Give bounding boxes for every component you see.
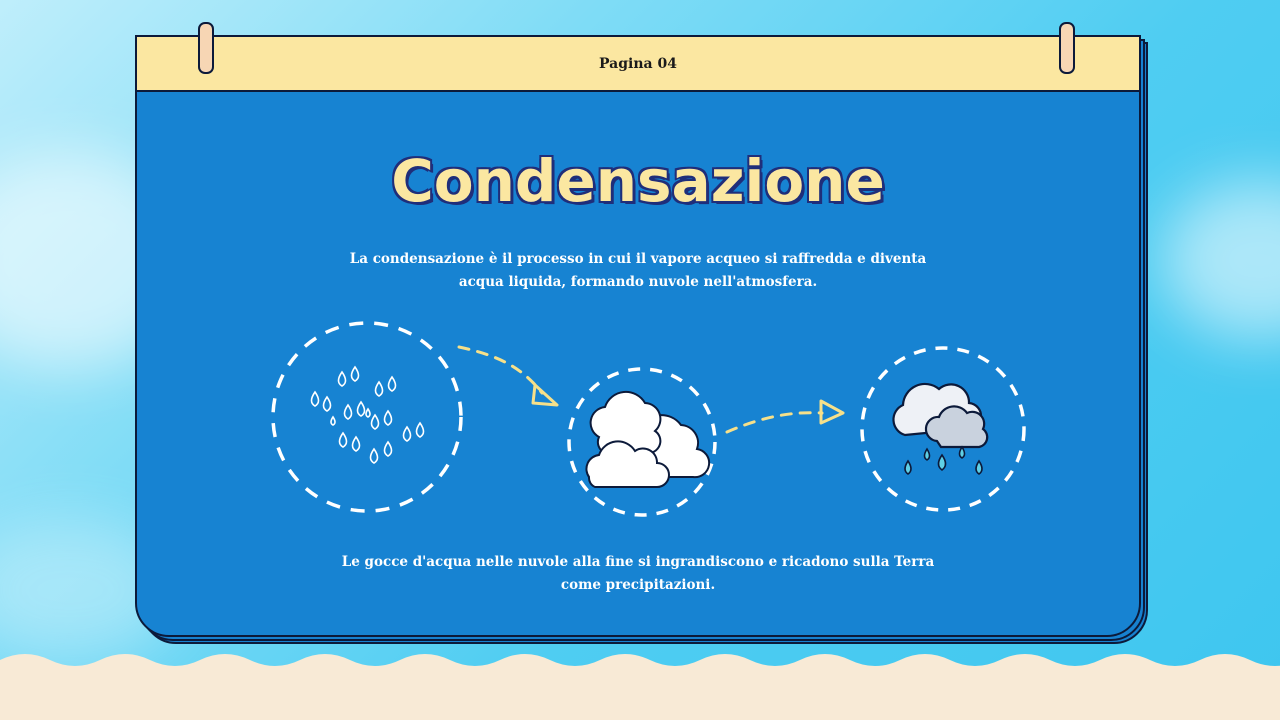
binder-ring-right [1059, 22, 1075, 74]
sand-waves [0, 648, 1280, 720]
condensation-diagram [137, 37, 1139, 635]
clouds-icon [569, 369, 715, 515]
slide-card [135, 35, 1141, 637]
rain-cloud-icon [862, 348, 1024, 510]
dashed-arrow-icon [727, 401, 843, 432]
water-drops-icon [273, 323, 461, 511]
outro-text: Le gocce d'acqua nelle nuvole alla fine si ingrandiscono e ricadono sulla Terra come precipitazioni. [341, 554, 935, 593]
dashed-arrow-icon [459, 347, 557, 405]
binder-ring-left [198, 22, 214, 74]
sky-cloud [1160, 180, 1280, 340]
slide-title: Condensazione [391, 147, 885, 215]
page-number: Pagina 04 [599, 56, 677, 72]
intro-text: La condensazione è il processo in cui il vapore acqueo si raffredda e diventa acqua liquida, formando nuvole nell'atmosfera. [349, 251, 927, 290]
